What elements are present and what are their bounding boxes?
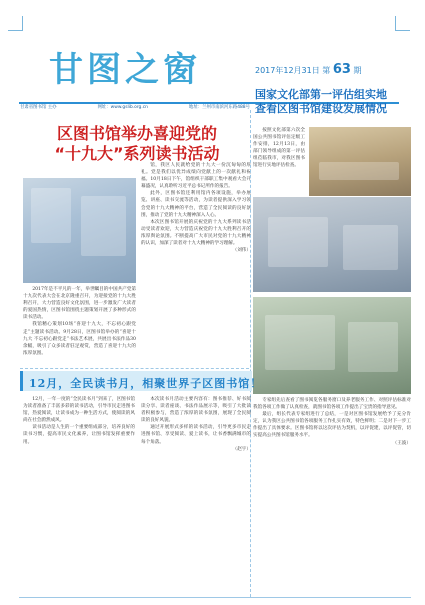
crop-mark-top-right: [395, 16, 410, 31]
article1-paragraph: 我馆精心策划10场“喜迎十九大，不忘初心跟党走”主题读书活动。9月28日，区图书馆举办的“喜迎十九大 不忘初心跟党走”书法艺术展，共展出书法作品30余幅，吸引了众多读者驻足观赏，营造了喜迎十九大的浓厚氛围。: [23, 322, 136, 356]
column-divider: [250, 110, 251, 597]
evaluation-photo-inspection: [253, 297, 411, 394]
article3-paragraph: 本次读书月活动主要内容有：图书推荐、好书阅读分享、读者座谈、书法作品展示等，吸引了大批读者积极参与，营造了浓厚的读书氛围，展现了全民阅读的良好风貌。: [141, 397, 251, 424]
footer-rule: [19, 597, 411, 598]
main-headline-line-2: “十九大”系列读书活动: [54, 144, 220, 163]
article3-paragraph: 读书活动是人生的一个重要组成部分，培养良好的读书习惯，提高市民文化素养，让图书馆发挥重要作用。: [23, 425, 135, 445]
masthead-logo: 甘图之窗: [49, 50, 201, 90]
article1-paragraph: 此外，区图书馆还利用馆内各项设施，举办展览、讲座、读书交流等活动，为读者提供深入学习领会党的十九大精神的平台，营造了全民阅读的良好氛围，推动了党的十九大精神深入人心。: [141, 191, 251, 218]
issue-info: [255, 62, 361, 77]
issue-suffix: 期: [353, 66, 362, 75]
article1-column-1: [23, 286, 136, 357]
right-headline-line-1: 国家文化部第一评估组实地: [255, 88, 387, 101]
main-headline-line-1: 区图书馆举办喜迎党的: [56, 124, 217, 143]
issue-date: 2017年12月31日: [255, 66, 320, 75]
section-divider: [20, 368, 249, 369]
crop-mark-top-left: [8, 16, 23, 31]
article3-paragraph: 12月，一年一度的“全民读书月”到来了，区图书馆为读者准备了丰富多彩的读书活动，引导市民走进图书馆，热爱阅读，让读书成为一种生活方式，使阅读的风尚在社会蔚然成风。: [23, 397, 135, 424]
article2-paragraph: 最后，组长代表专家组进行了总结，一是对区图书馆发展给予了充分肯定，认为我区公共图书馆各项服务工作扎实有效，特色鲜明；二是对下一步工作提出了具体要求。区图书馆将以这次评估为契机，以评促建，以评促管，切实提高公共图书馆服务水平。: [253, 412, 411, 439]
article2-byline: （王波）: [392, 440, 411, 446]
article2-paragraph: 按照文化部第六次全国公共图书馆评估定级工作安排，12月13日，由部门领导组成的第一评估组莅临我市，对我区图书馆进行实地评估检查。: [253, 128, 305, 169]
article3-byline: （赵宇）: [232, 446, 251, 452]
evaluation-photo-reading-room: [253, 197, 411, 292]
article3-column-2: [141, 396, 251, 453]
issue-number: 63: [332, 62, 351, 77]
info-bar: [20, 104, 250, 110]
info-publisher: 甘肃省图书馆 主办: [20, 105, 57, 110]
article1-paragraph: 2017年是不平凡的一年，举世瞩目的中国共产党第十九次代表大会在北京隆重召开，为迎接党的十九大胜利召开，大力营造良好文化氛围，进一步激发广大读者的爱国热情，区图书馆围绕主题策划开展了多种形式的读书活动。: [23, 287, 136, 321]
right-headline: [255, 88, 410, 116]
reading-month-title: 12月，全民读书月，相聚世界子区图书馆！: [29, 377, 263, 390]
article1-byline: （刘伟）: [232, 248, 251, 254]
right-headline-line-2: 查看区图书馆建设发展情况: [255, 102, 387, 115]
article2-column-2: [253, 397, 411, 447]
article2-column-1: [253, 127, 305, 170]
article3-paragraph: 通过开展形式多样的读书活动，引导更多市民走进图书馆、享受阅读、爱上读书，让书香飘满城市的每个角落。: [141, 425, 251, 445]
article1-paragraph: 馆，我区人民就给党的十九大一份沉甸甸的厚礼。党是我们以优异成绩向党献上的一次献礼和祝福。10月18日下午，馆组织干部职工集中观看大会开幕盛况，认真聆听习近平总书记所作的报告。: [141, 163, 251, 190]
article1-column-2: [141, 162, 251, 254]
masthead: [20, 42, 230, 100]
issue-prefix: 第: [322, 66, 331, 75]
info-website: 网址：www.gslib.org.cn: [97, 105, 148, 110]
article3-column-1: [23, 396, 135, 446]
article1-paragraph: 本次区图书馆开展的庆祝党的十九大系列读书活动受读者欢迎，大力营造庆祝党的十九大胜利召开的浓厚舆论氛围。不断提高广大市民对党的十九大精神的认识，加深了读者对十九大精神的学习理解。: [141, 219, 251, 247]
reading-month-banner: [20, 371, 263, 391]
info-address: 地址：兰州市南滨河东路488号: [188, 105, 250, 110]
main-headline: [22, 124, 252, 164]
evaluation-photo-meeting: [309, 127, 411, 196]
article2-paragraph: 专家组先后查看了图书阅览各服务窗口及养老服务工作、对照评估标准对我馆各项工作做了认真检查，就图书馆各项工作提出了宝贵的指导意见。: [253, 398, 411, 411]
event-photo-calligraphy: [23, 178, 136, 283]
